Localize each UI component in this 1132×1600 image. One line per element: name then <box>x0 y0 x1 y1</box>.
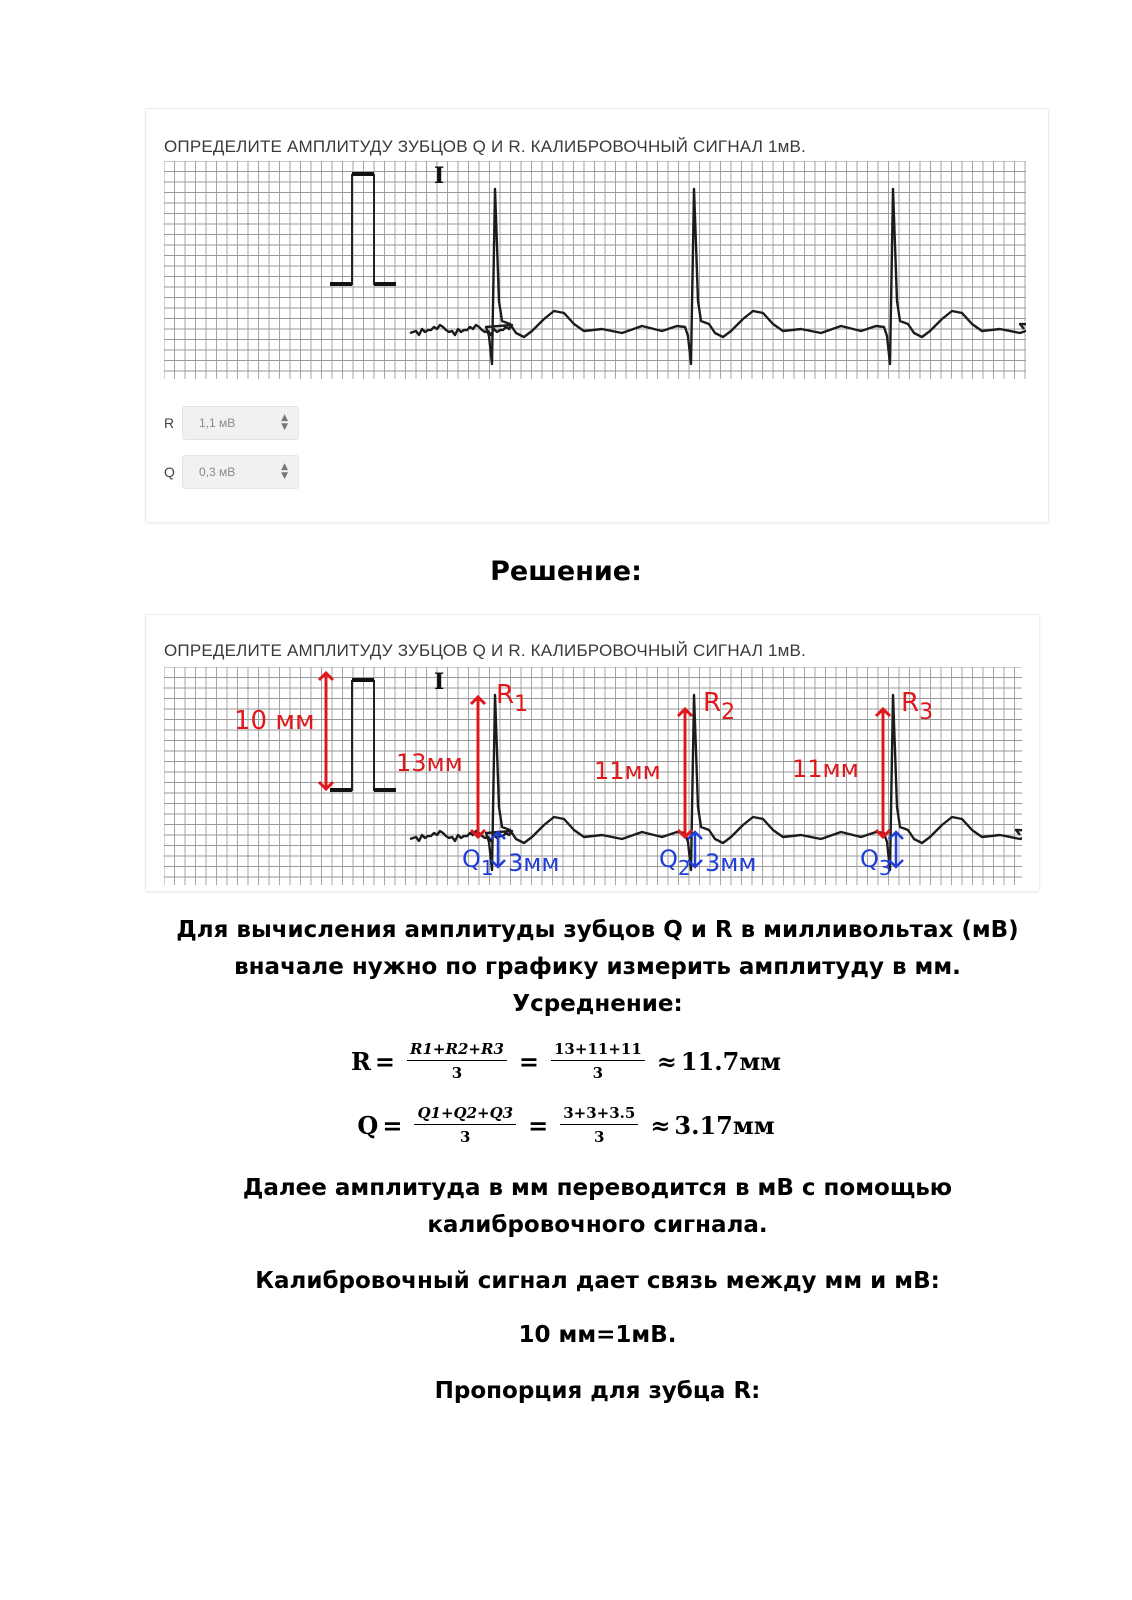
formula-r-lhs: R <box>350 1046 371 1076</box>
solution-card <box>145 614 1040 892</box>
formula-r-frac2-den: 3 <box>592 1064 604 1082</box>
r-amplitude-label: 11мм <box>594 757 661 785</box>
calibration-top <box>352 678 374 682</box>
task-title: ОПРЕДЕЛИТЕ АМПЛИТУДУ ЗУБЦОВ Q И R. КАЛИБРОВОЧНЫЙ СИГНАЛ 1мВ. <box>164 137 806 156</box>
approx-sign: ≈ <box>650 1110 671 1140</box>
calibration-pulse <box>330 681 396 790</box>
field-row-q <box>164 454 299 490</box>
formula-q-frac1-num: Q1+Q2+Q3 <box>414 1104 516 1125</box>
formula-q-frac1 <box>414 1104 516 1146</box>
select-updown-icon: ▲ ▼ <box>281 413 288 432</box>
formula-r-frac1 <box>407 1040 507 1082</box>
q-amplitude-select[interactable] <box>182 455 299 489</box>
calibration-relation: Калибровочный сигнал дает связь между мм и мВ: <box>255 1268 940 1294</box>
formula-r-frac1-den: 3 <box>451 1064 463 1082</box>
intro-paragraph: Для вычисления амплитуды зубцов Q и R в милливольтах (мВ) вначале нужно по графику измерить амплитуду в мм. Усреднение: <box>176 917 1019 1017</box>
calibration-top <box>352 172 374 176</box>
formula-r-frac2-num: 13+11+11 <box>551 1040 645 1061</box>
equals-sign: = <box>382 1110 403 1140</box>
q-wave-label: $Q_2$ <box>659 845 691 880</box>
formula-r-frac1-num: R1+R2+R3 <box>407 1040 507 1061</box>
formula-r-result: 11.7мм <box>680 1046 782 1076</box>
formula-q-frac2-den: 3 <box>594 1128 605 1146</box>
calibration-label: 10 мм <box>234 706 315 736</box>
formula-q-result: 3.17мм <box>674 1110 775 1140</box>
formula-q-lhs: Q <box>357 1110 379 1140</box>
solution-title: ОПРЕДЕЛИТЕ АМПЛИТУДУ ЗУБЦОВ Q И R. КАЛИБРОВОЧНЫЙ СИГНАЛ 1мВ. <box>164 641 806 660</box>
r-amplitude-value: 1,1 мВ <box>199 416 236 430</box>
equals-sign: = <box>518 1046 539 1076</box>
equals-sign: = <box>528 1110 549 1140</box>
q-amplitude-label: 3мм <box>705 849 757 877</box>
formula-r-frac2 <box>551 1040 645 1082</box>
proportion-heading: Пропорция для зубца R: <box>434 1378 761 1404</box>
r-wave-label: $R_3$ <box>901 688 934 725</box>
calibration-base <box>330 788 352 792</box>
formula-q-frac2 <box>560 1104 638 1146</box>
convert-paragraph: Далее амплитуда в мм переводится в мВ с помощью калибровочного сигнала. <box>242 1175 953 1238</box>
ecg-strip-annotated <box>164 667 1022 885</box>
formula-q <box>0 1104 1132 1146</box>
formula-r <box>0 1040 1132 1082</box>
r-amplitude-label: 13мм <box>396 749 463 777</box>
lead-label: I <box>434 669 445 695</box>
select-updown-icon: ▲ ▼ <box>281 462 288 481</box>
approx-sign: ≈ <box>656 1046 677 1076</box>
calibration-base <box>374 282 396 286</box>
solution-heading: Решение: <box>490 556 642 587</box>
r-wave-label: $R_1$ <box>496 680 529 717</box>
formula-q-frac2-num: 3+3+3.5 <box>560 1104 638 1125</box>
ecg-strip <box>164 161 1026 379</box>
r-amplitude-label: 11мм <box>792 755 859 783</box>
task-card <box>145 108 1049 523</box>
q-amplitude-label: 3мм <box>508 849 560 877</box>
calibration-base <box>330 282 352 286</box>
equals-sign: = <box>374 1046 396 1076</box>
calibration-base <box>374 788 396 792</box>
r-amplitude-select[interactable] <box>182 406 299 440</box>
field-label-r: R <box>164 415 175 431</box>
formula-q-frac1-den: 3 <box>460 1128 471 1146</box>
calibration-pulse <box>330 175 396 284</box>
q-wave-label: $Q_3$ <box>860 845 892 880</box>
lead-label: I <box>434 163 445 189</box>
q-amplitude-value: 0,3 мВ <box>199 465 236 479</box>
q-wave-label: $Q_1$ <box>462 845 494 880</box>
field-row-r <box>164 405 299 441</box>
calibration-value: 10 мм=1мВ. <box>518 1322 677 1348</box>
field-label-q: Q <box>164 464 175 480</box>
r-wave-label: $R_2$ <box>703 688 736 725</box>
